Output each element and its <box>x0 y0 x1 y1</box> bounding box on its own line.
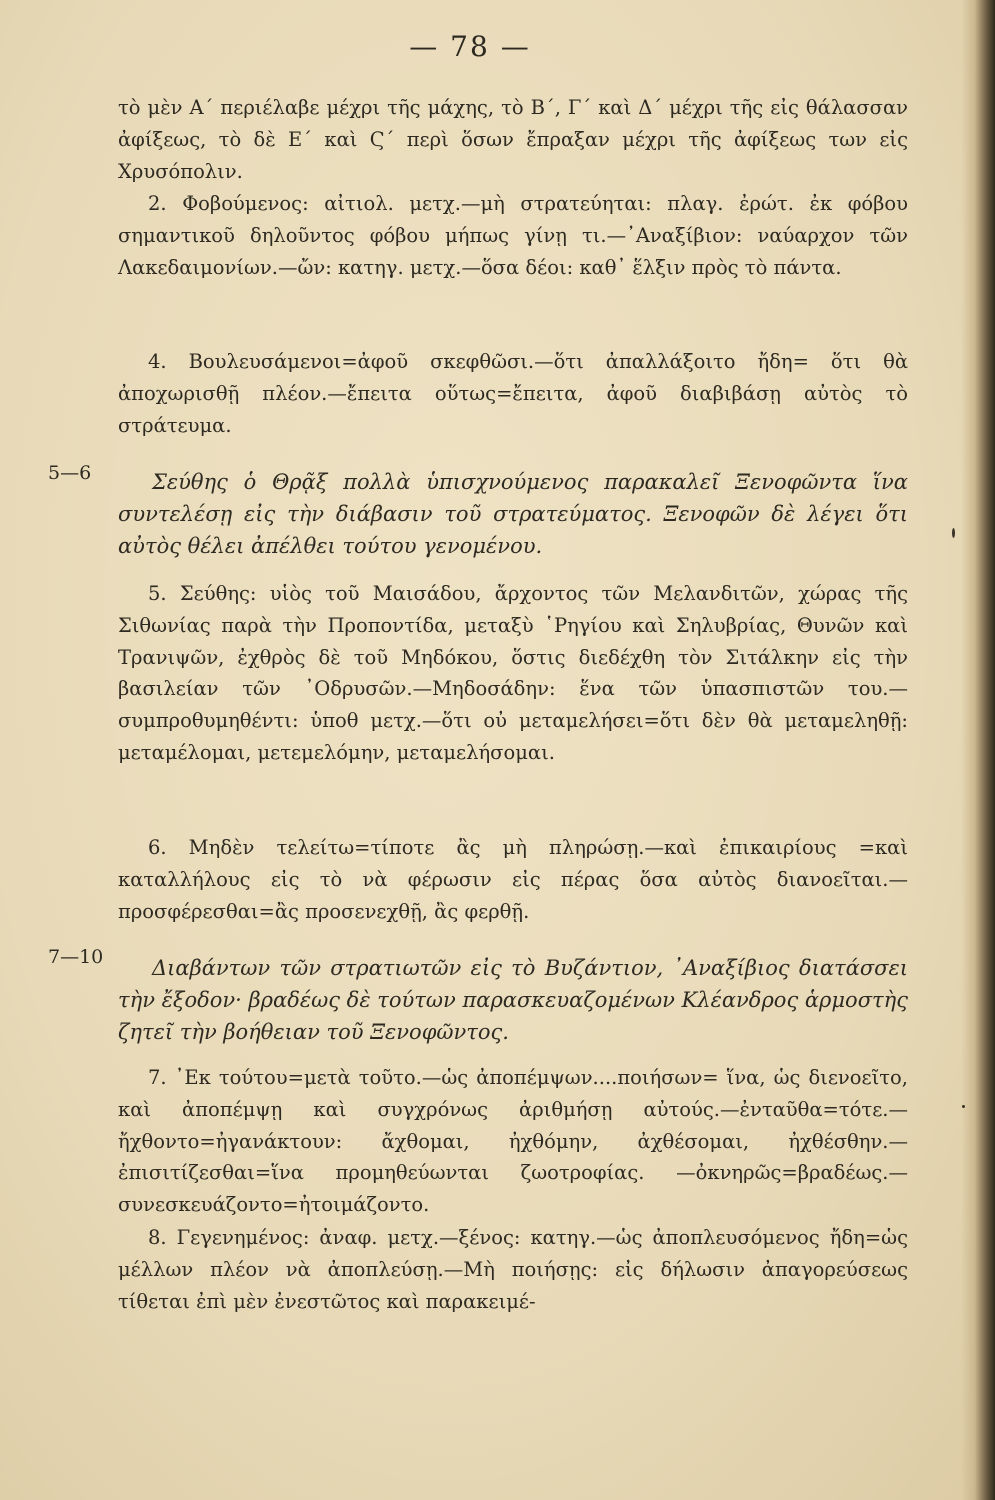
note-8: 8. Γεγενημένος: ἀναφ. μετχ.—ξένος: κατηγ.—ὡς ἀποπλευσόμενος ἤδη=ὡς μέλλων πλέον νὰ ἀποπλεύσῃ.—Μὴ ποιήσῃς: εἰς δήλωσιν ἀπαγορεύσεως τίθεται ἐπὶ μὲν ἐνεστῶτος καὶ παρακειμέ- <box>118 1226 908 1313</box>
summary-5-6: Σεύθης ὁ Θρᾷξ πολλὰ ὑπισχνούμενος παρακαλεῖ Ξενοφῶντα ἵνα συντελέσῃ εἰς τὴν διάβασιν τοῦ στρατεύματος. Ξενοφῶν δὲ λέγει ὅτι αὐτὸς θέλει ἀπέλθει τούτου γενομένου. <box>118 470 908 558</box>
page-number: — 78 — <box>409 30 531 63</box>
paper-speck <box>962 1105 965 1108</box>
section-label-7-10: 7—10 <box>48 946 104 968</box>
section-label-5-6: 5—6 <box>48 462 92 484</box>
note-2: 2. Φοβούμενος: αἰτιολ. μετχ.—μὴ στρατεύηται: πλαγ. ἐρώτ. ἐκ φόβου σημαντικοῦ δηλοῦντος φόβου μήπως γίνῃ τι.—᾿Αναξίβιον: ναύαρχον τῶν Λακεδαιμονίων.—ὤν: κατηγ. μετχ.—ὅσα δέοι: καθ᾿ ἕλξιν πρὸς τὸ πάντα. <box>118 192 908 279</box>
paragraph-1: τὸ μὲν Α΄ περιέλαβε μέχρι τῆς μάχης, τὸ Β΄, Γ΄ καὶ Δ΄ μέχρι τῆς εἰς θάλασσαν ἀφίξεως, τὸ δὲ Ε΄ καὶ Ϛ΄ περὶ ὅσων ἔπραξαν μέχρι τῆς ἀφίξεως των εἰς Χρυσόπολιν. <box>118 96 908 183</box>
note-7: 7. ᾿Εκ τούτου=μετὰ τοῦτο.—ὡς ἀποπέμψων....ποιήσων= ἵνα, ὡς διενοεῖτο, καὶ ἀποπέμψῃ καὶ συγχρόνως ἀριθμήσῃ αὐτούς.—ἐνταῦθα=τότε.—ἤχθοντο=ἠγανάκτουν: ἄχθομαι, ἠχθόμην, ἀχθέσομαι, ἠχθέσθην.—ἐπισιτίζεσθαι=ἵνα προμηθεύωνται ζωοτροφίας. —ὀκνηρῶς=βραδέως.—συνεσκευάζοντο=ἠτοιμάζοντο. <box>118 1066 908 1217</box>
page-binding-edge <box>961 0 995 1500</box>
note-5: 5. Σεύθης: υἱὸς τοῦ Μαισάδου, ἄρχοντος τῶν Μελανδιτῶν, χώρας τῆς Σιθωνίας παρὰ τὴν Προποντίδα, μεταξὺ ῾Ρηγίου καὶ Σηλυβρίας, Θυνῶν καὶ Τρανιψῶν, ἐχθρὸς δὲ τοῦ Μηδόκου, ὅστις διεδέχθη τὸν Σιτάλκην εἰς τὴν βασιλείαν τῶν ᾿Οδρυσῶν.—Μηδοσάδην: ἕνα τῶν ὑπασπιστῶν του.—συμπροθυμηθέντι: ὑποθ μετχ.—ὅτι οὐ μεταμελήσει=ὅτι δὲν θὰ μεταμεληθῇ: μεταμέλομαι, μετεμελόμην, μεταμελήσομαι. <box>118 582 908 764</box>
paper-speck <box>952 528 955 538</box>
summary-7-10: Διαβάντων τῶν στρατιωτῶν εἰς τὸ Βυζάντιον, ᾿Αναξίβιος διατάσσει τὴν ἔξοδον· βραδέως δὲ τούτων παρασκευαζομένων Κλέανδρος ἁρμοστὴς ζητεῖ τὴν βοήθειαν τοῦ Ξενοφῶντος. <box>118 956 908 1044</box>
note-4: 4. Βουλευσάμενοι=ἀφοῦ σκεφθῶσι.—ὅτι ἀπαλλάξοιτο ἤδη= ὅτι θὰ ἀποχωρισθῇ πλέον.—ἔπειτα οὕτως=ἔπειτα, ἀφοῦ διαβιβάσῃ αὐτὸς τὸ στράτευμα. <box>118 350 908 437</box>
note-6: 6. Μηδὲν τελείτω=τίποτε ἂς μὴ πληρώσῃ.—καὶ ἐπικαιρίους =καὶ καταλλήλους εἰς τὸ νὰ φέρωσιν εἰς πέρας ὅσα αὐτὸς διανοεῖται.—προσφέρεσθαι=ἂς προσενεχθῇ, ἂς φερθῇ. <box>118 836 908 923</box>
